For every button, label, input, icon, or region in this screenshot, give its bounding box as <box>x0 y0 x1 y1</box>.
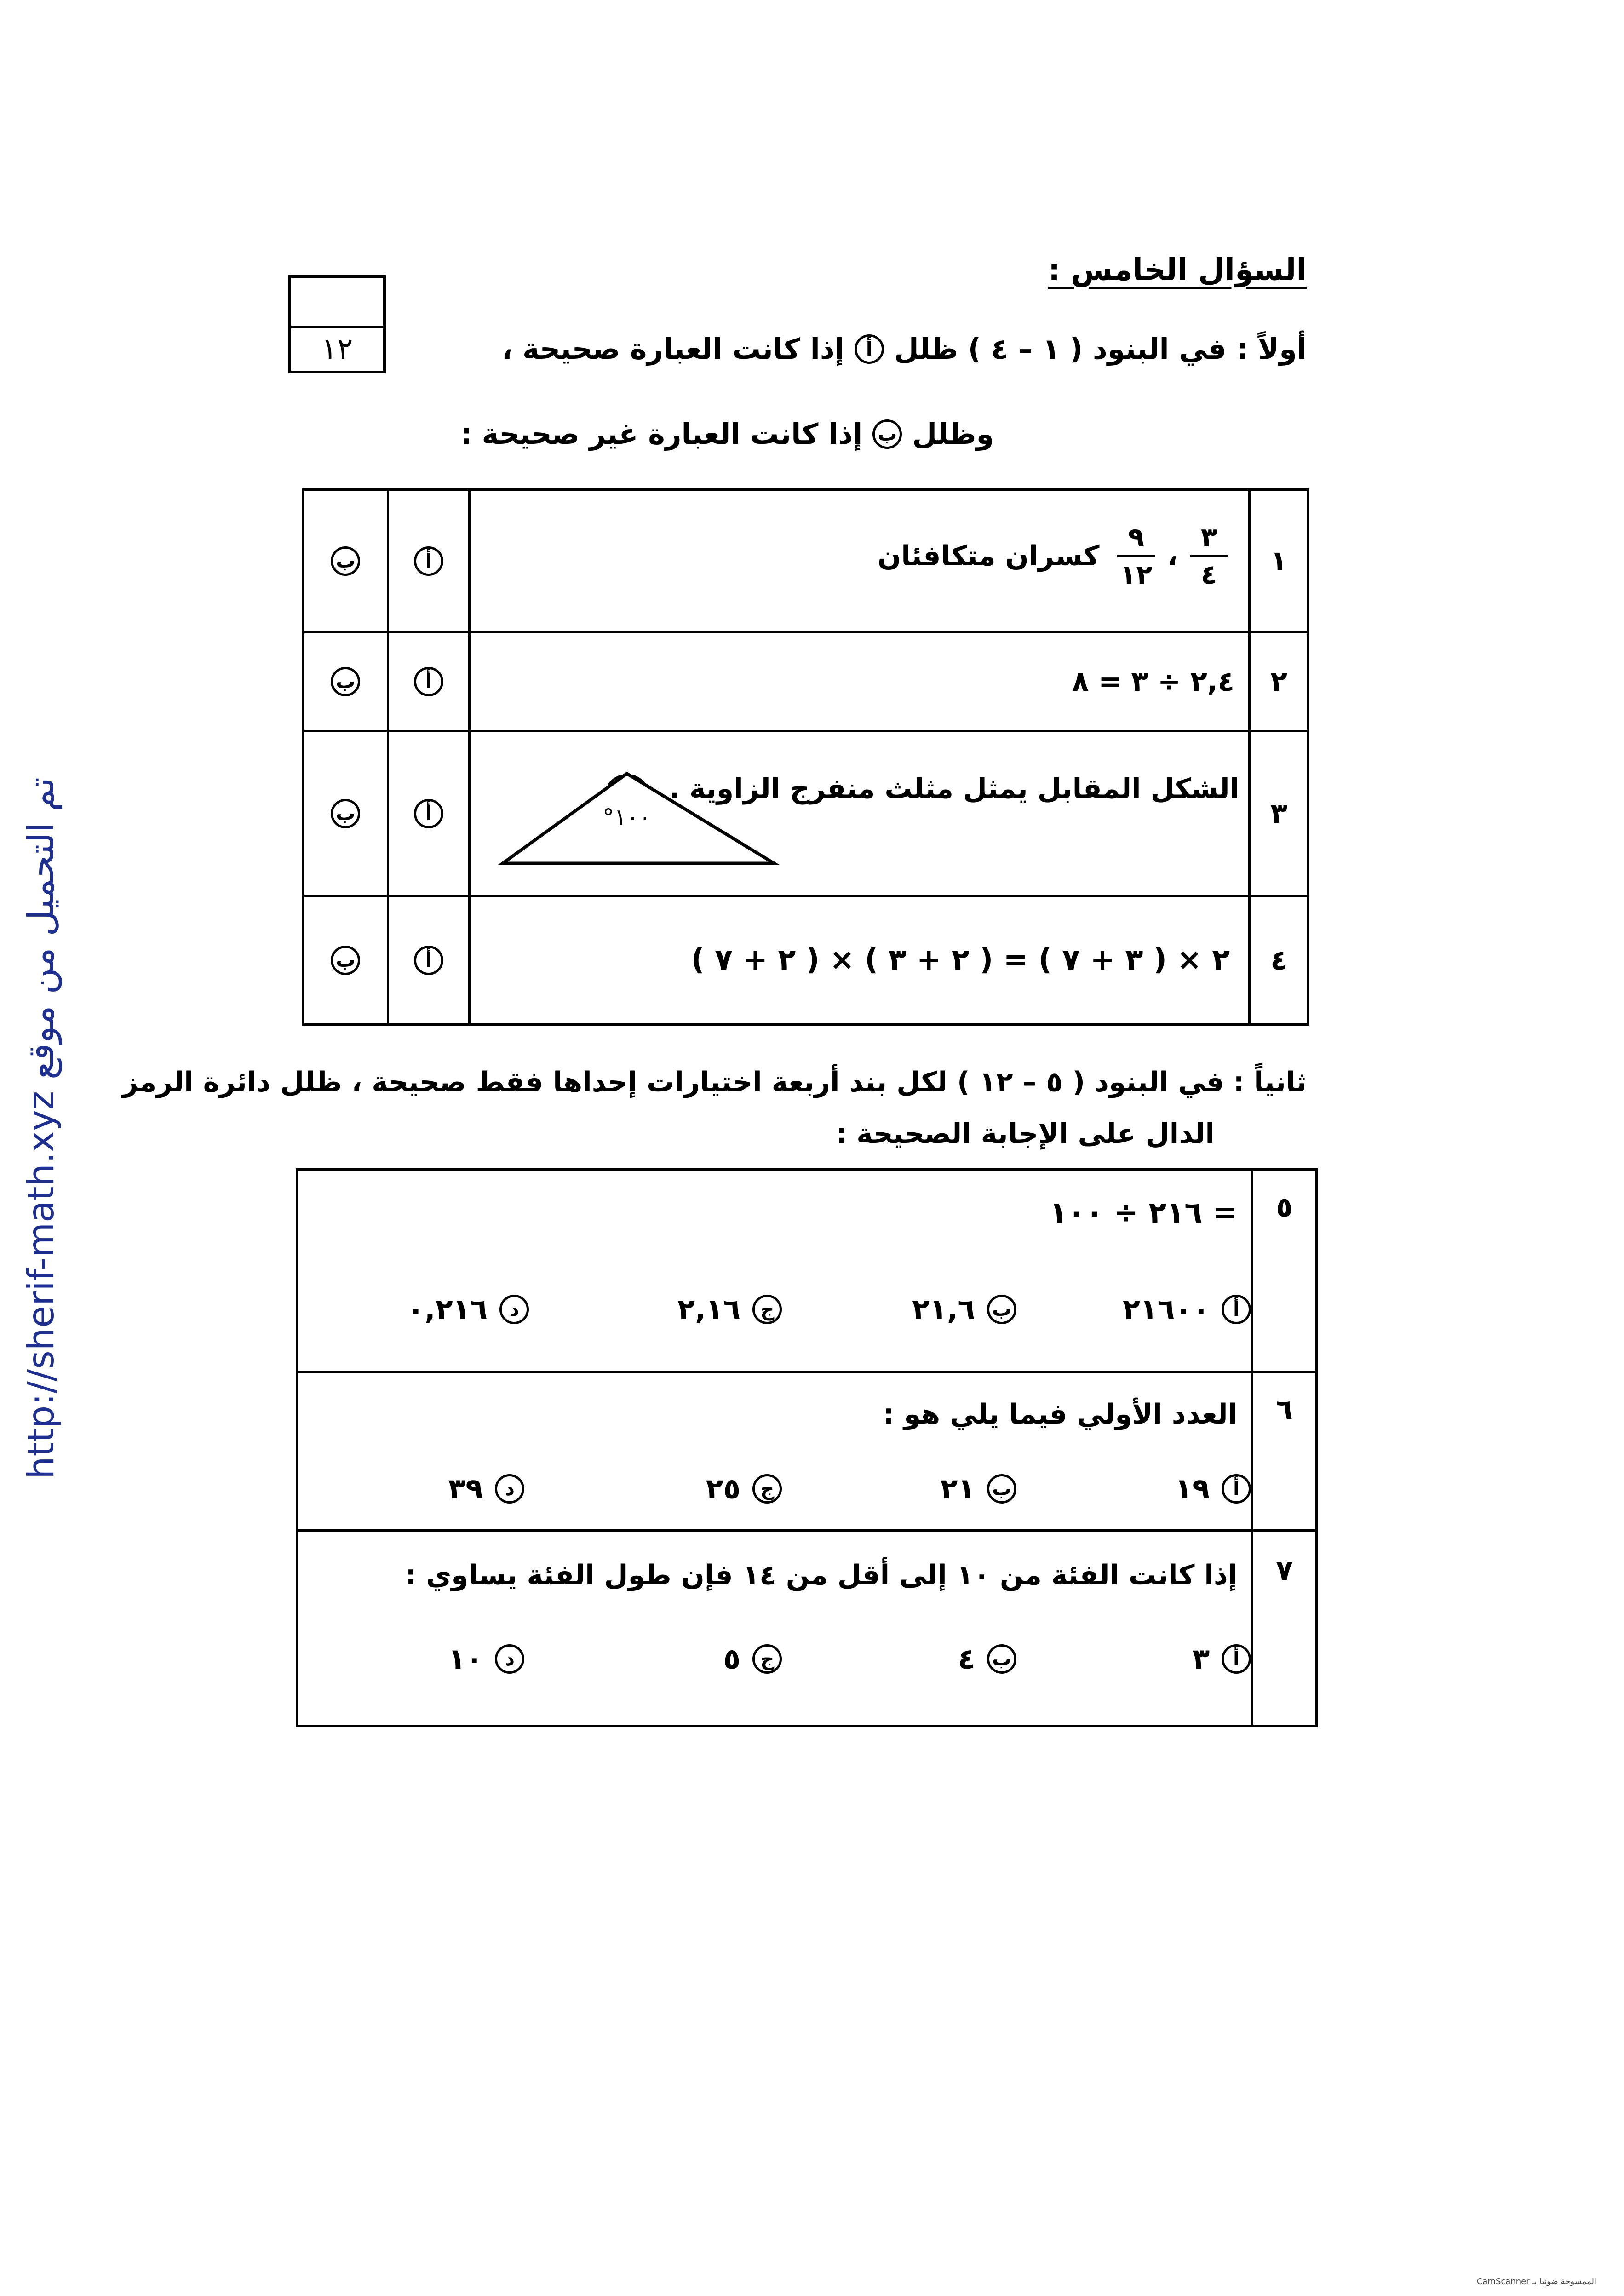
table-row <box>304 490 1308 632</box>
sidebar-watermark <box>9 777 74 1479</box>
option-a-value: ١٩ <box>1175 1472 1210 1505</box>
option-b[interactable] <box>958 1642 1016 1676</box>
fraction-1 <box>1190 523 1228 590</box>
table-row <box>297 1531 1317 1726</box>
question-cell <box>297 1531 1252 1726</box>
option-d-value: ١٠ <box>448 1642 483 1676</box>
statement-3: الشكل المقابل يمثل مثلث منفرج الزاوية . <box>669 773 1240 805</box>
option-a-circle[interactable]: أ <box>1222 1474 1251 1504</box>
question-cell <box>297 1372 1252 1531</box>
circle-b-icon: ب <box>872 419 902 449</box>
item-number: ١ <box>1250 490 1308 632</box>
option-b-value: ٢١ <box>940 1472 976 1505</box>
option-b[interactable] <box>941 1472 1017 1505</box>
circle-a-icon: أ <box>855 334 884 364</box>
option-d[interactable] <box>407 1292 529 1326</box>
option-a-circle[interactable]: أ <box>414 546 443 576</box>
statement-4: ٢ × ( ٣ + ٧ ) = ( ٢ + ٣ ) × ( ٢ + ٧ ) <box>691 943 1230 977</box>
option-b-circle[interactable]: ب <box>331 546 360 576</box>
fraction-separator: ، <box>1167 540 1178 573</box>
sidebar-watermark-text: تم التحميل من موقع http://sherif-math.xyz <box>21 777 62 1479</box>
option-c-circle[interactable]: ج <box>752 1644 782 1674</box>
option-a-circle[interactable]: أ <box>414 946 443 975</box>
option-a-cell[interactable] <box>388 632 470 731</box>
option-c-circle[interactable]: ج <box>752 1295 782 1324</box>
score-divider <box>291 326 383 328</box>
option-b-cell[interactable] <box>304 490 388 632</box>
fraction-2-numerator: ٩ <box>1117 523 1155 557</box>
part1-instruction-a: في البنود ( ١ – ٤ ) ظلل <box>894 332 1227 366</box>
part1-instruction-line2 <box>460 417 994 451</box>
table-row <box>304 731 1308 896</box>
option-a-circle[interactable]: أ <box>414 799 443 828</box>
option-c-circle[interactable]: ج <box>752 1474 782 1504</box>
option-b-cell[interactable] <box>304 632 388 731</box>
question-cell <box>297 1170 1252 1372</box>
option-b[interactable] <box>912 1292 1016 1326</box>
item-number: ٤ <box>1250 896 1308 1025</box>
option-a-cell[interactable] <box>388 896 470 1025</box>
statement-1-text: كسران متكافئان <box>878 540 1100 573</box>
statement-1 <box>878 523 1234 590</box>
question-7-text: إذا كانت الفئة من ١٠ إلى أقل من ١٤ فإن طول الفئة يساوي : <box>405 1559 1238 1591</box>
option-a[interactable] <box>1192 1642 1251 1676</box>
score-value: ١٢ <box>321 332 353 366</box>
option-a-value: ٣ <box>1192 1642 1210 1676</box>
question-title: السؤال الخامس : <box>1048 252 1307 287</box>
option-d-circle[interactable]: د <box>495 1644 524 1674</box>
statement-cell <box>470 632 1250 731</box>
option-b-circle[interactable]: ب <box>987 1295 1016 1324</box>
option-c[interactable] <box>677 1292 782 1326</box>
table-row <box>297 1170 1317 1372</box>
item-number: ٣ <box>1250 731 1308 896</box>
angle-label: ١٠٠° <box>603 804 652 831</box>
statement-cell <box>470 490 1250 632</box>
part2-instruction-text: في البنود ( ٥ – ١٢ ) لكل بند أربعة اختيارات إحداها فقط صحيحة ، ظلل دائرة الرمز <box>122 1066 1224 1098</box>
fraction-2-denominator: ١٢ <box>1119 558 1153 590</box>
part2-instruction-line1 <box>122 1066 1307 1098</box>
obtuse-triangle-figure <box>494 760 788 870</box>
option-b-value: ٢١,٦ <box>912 1292 976 1326</box>
fraction-1-numerator: ٣ <box>1190 523 1228 557</box>
option-b-circle[interactable]: ب <box>331 799 360 828</box>
question-5-text: ٢١٦ ÷ ١٠٠ = <box>1049 1196 1238 1230</box>
question-6-text: العدد الأولي فيما يلي هو : <box>883 1398 1238 1430</box>
option-b-circle[interactable]: ب <box>987 1474 1016 1504</box>
option-b-circle[interactable]: ب <box>331 946 360 975</box>
part1-instruction-d: إذا كانت العبارة غير صحيحة : <box>460 417 863 451</box>
option-d-circle[interactable]: د <box>495 1474 524 1504</box>
table-row <box>304 632 1308 731</box>
option-c[interactable] <box>706 1472 782 1505</box>
option-d-circle[interactable]: د <box>499 1295 529 1324</box>
option-a-cell[interactable] <box>388 731 470 896</box>
option-d[interactable] <box>448 1642 525 1676</box>
scanner-footer: CamScanner الممسوحة ضوئيا بـ <box>1476 2277 1596 2286</box>
part1-instruction-b: إذا كانت العبارة صحيحة ، <box>501 332 844 366</box>
option-a-cell[interactable] <box>388 490 470 632</box>
part2-label: ثانياً : <box>1233 1066 1307 1098</box>
item-number: ٦ <box>1252 1372 1317 1531</box>
statement-cell <box>470 731 1250 896</box>
table-row <box>304 896 1308 1025</box>
option-d-value: ٣٩ <box>448 1472 483 1505</box>
option-a[interactable] <box>1123 1292 1251 1326</box>
option-b-cell[interactable] <box>304 896 388 1025</box>
option-c-value: ٢٥ <box>706 1472 741 1505</box>
statement-2: ٢,٤ ÷ ٣ = ٨ <box>1072 666 1235 698</box>
option-b-value: ٤ <box>958 1642 976 1676</box>
option-c-value: ٢,١٦ <box>677 1292 741 1326</box>
option-d-value: ٠,٢١٦ <box>407 1292 488 1326</box>
option-a-circle[interactable]: أ <box>1222 1644 1251 1674</box>
score-box <box>288 275 386 373</box>
multiple-choice-table <box>296 1168 1318 1727</box>
fraction-2 <box>1117 523 1155 590</box>
item-number: ٢ <box>1250 632 1308 731</box>
option-c-value: ٥ <box>723 1642 741 1676</box>
part1-instruction-line1 <box>502 332 1307 366</box>
statement-cell <box>470 896 1250 1025</box>
option-a-circle[interactable]: أ <box>1222 1295 1251 1324</box>
option-a-value: ٢١٦٠٠ <box>1123 1292 1210 1326</box>
option-a[interactable] <box>1175 1472 1251 1505</box>
option-b-circle[interactable]: ب <box>987 1644 1016 1674</box>
true-false-table <box>302 488 1309 1026</box>
part1-label: أولاً : <box>1236 332 1307 366</box>
fraction-1-denominator: ٤ <box>1200 558 1217 590</box>
option-b-cell[interactable] <box>304 731 388 896</box>
option-a-circle[interactable]: أ <box>414 667 443 696</box>
table-row <box>297 1372 1317 1531</box>
part1-instruction-c: وظلل <box>912 417 994 451</box>
item-number: ٧ <box>1252 1531 1317 1726</box>
option-c[interactable] <box>723 1642 782 1676</box>
part2-instruction-line2: الدال على الإجابة الصحيحة : <box>836 1118 1215 1150</box>
item-number: ٥ <box>1252 1170 1317 1372</box>
option-b-circle[interactable]: ب <box>331 667 360 696</box>
option-d[interactable] <box>448 1472 525 1505</box>
